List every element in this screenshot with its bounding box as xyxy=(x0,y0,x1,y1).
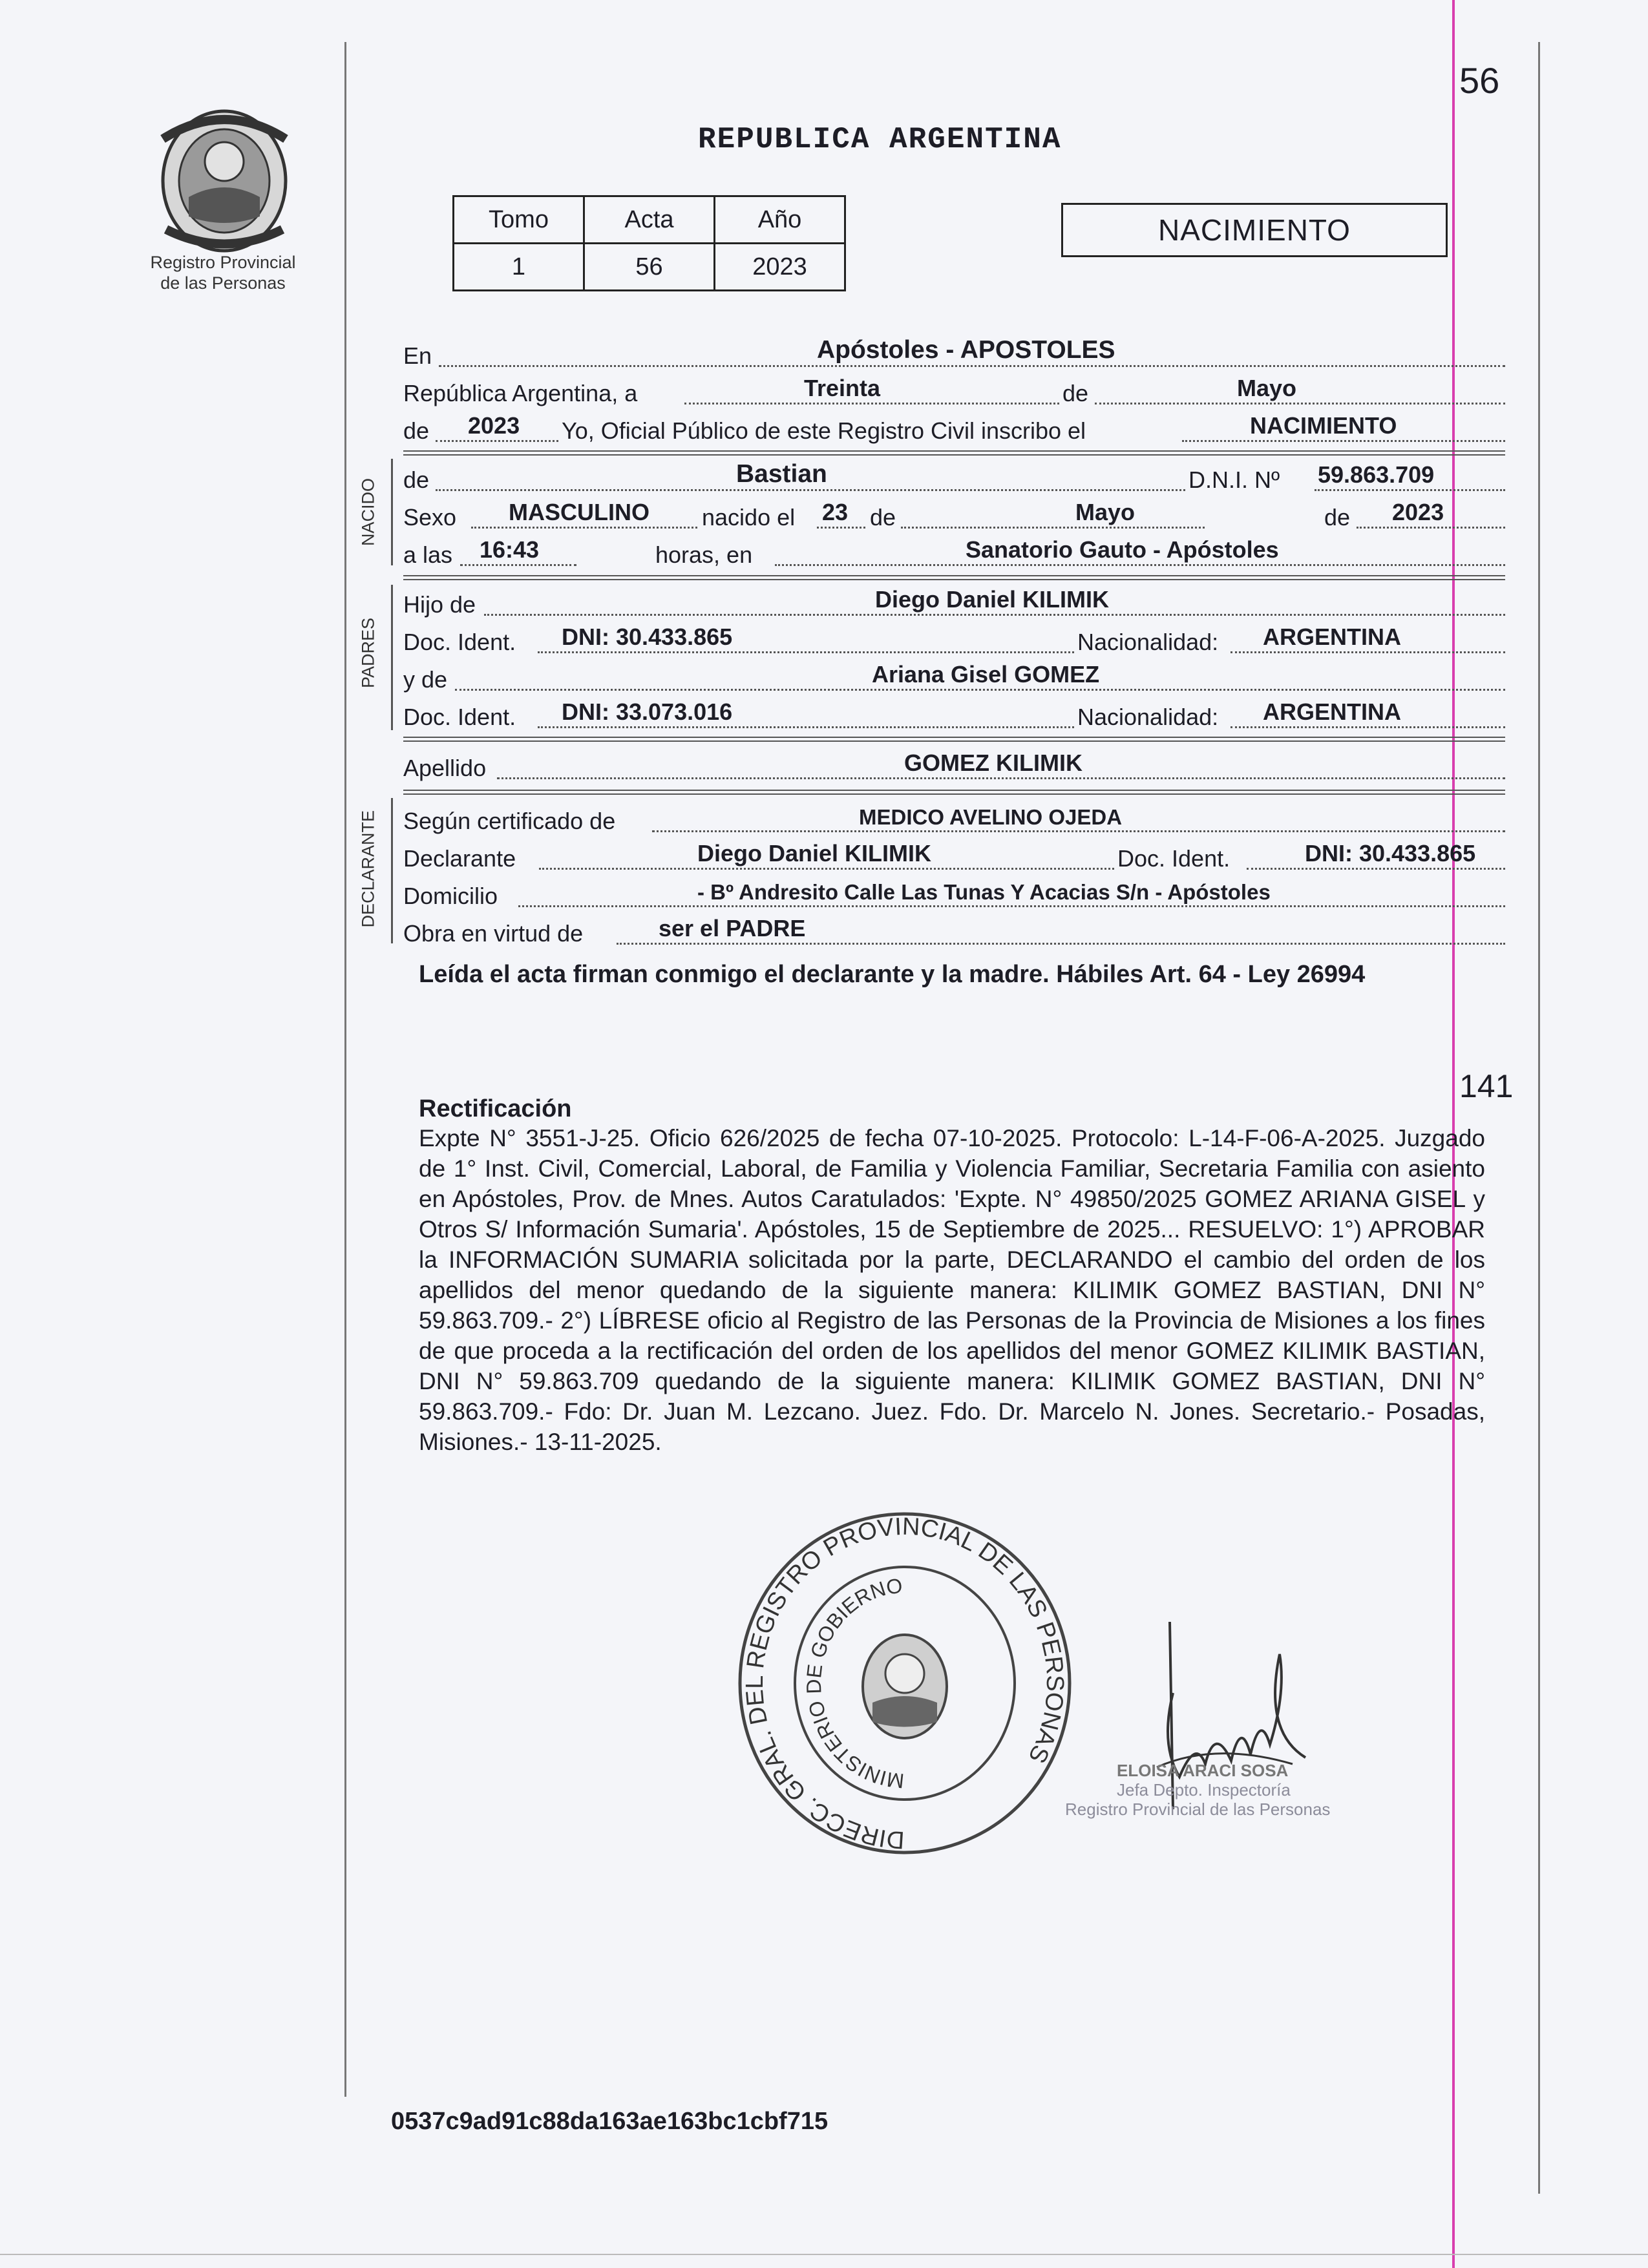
value-father-doc: DNI: 30.433.865 xyxy=(562,624,733,650)
row-segun xyxy=(403,801,1505,837)
document-title: REPUBLICA ARGENTINA xyxy=(698,123,1062,156)
signature-block xyxy=(1065,1761,1388,1819)
signer-name: ELOISA ARACI SOSA xyxy=(1117,1761,1289,1780)
page-number: 56 xyxy=(1459,60,1500,101)
label-sexo: Sexo xyxy=(403,504,457,530)
row-y-de xyxy=(403,660,1505,696)
label-de-month: de xyxy=(870,504,896,530)
registry-caption-line2: de las Personas xyxy=(160,273,286,293)
value-father: Diego Daniel KILIMIK xyxy=(875,586,1110,613)
label-doc-ident: Doc. Ident. xyxy=(403,704,516,730)
dotted-line xyxy=(436,440,558,442)
dotted-line xyxy=(1231,651,1505,653)
value-dni: 59.863.709 xyxy=(1318,461,1435,488)
dotted-line xyxy=(1182,440,1505,442)
label-obra: Obra en virtud de xyxy=(403,920,584,947)
dotted-line xyxy=(652,830,1505,832)
value-birth-year: 2023 xyxy=(1392,499,1444,525)
section-bar xyxy=(391,585,393,730)
label-y-de: y de xyxy=(403,666,448,693)
dotted-line xyxy=(471,527,697,529)
row-year xyxy=(403,411,1505,447)
label-nacionalidad: Nacionalidad: xyxy=(1077,704,1219,730)
table-header-acta: Acta xyxy=(584,196,715,244)
label-doc-ident: Doc. Ident. xyxy=(403,629,516,655)
row-mother-doc xyxy=(403,697,1505,733)
value-declarante-doc: DNI: 30.433.865 xyxy=(1305,840,1476,866)
value-name: Bastian xyxy=(736,460,827,488)
label-domicilio: Domicilio xyxy=(403,883,498,909)
dotted-line xyxy=(518,905,1505,907)
row-apellido xyxy=(403,748,1505,784)
table-value-acta: 56 xyxy=(584,244,715,291)
dotted-line xyxy=(1095,403,1505,404)
value-mother-doc: DNI: 33.073.016 xyxy=(562,698,733,725)
table-value-tomo: 1 xyxy=(454,244,584,291)
seal-outer-text: DIRECC. GRAL. DEL REGISTRO PROVINCIAL DE LAS PERSONAS xyxy=(741,1513,1069,1854)
section-separator xyxy=(403,737,1505,742)
dotted-line xyxy=(617,943,1505,945)
row-nacido-hora xyxy=(403,535,1505,571)
dotted-line xyxy=(1231,726,1505,728)
dotted-line xyxy=(439,365,1505,367)
misiones-crest-logo xyxy=(150,100,299,255)
value-day: Treinta xyxy=(804,375,881,401)
row-en xyxy=(403,336,1505,372)
row-republica xyxy=(403,373,1505,410)
section-bar xyxy=(391,798,393,943)
value-certificate: MEDICO AVELINO OJEDA xyxy=(859,805,1123,829)
dotted-line xyxy=(484,614,1505,616)
dotted-line xyxy=(460,564,576,566)
dotted-line xyxy=(817,527,865,529)
dotted-line xyxy=(1247,868,1505,870)
value-mother-nationality: ARGENTINA xyxy=(1263,698,1401,725)
left-margin-line xyxy=(344,42,346,2097)
row-declarante xyxy=(403,839,1505,875)
section-label-padres: PADRES xyxy=(358,617,378,689)
dotted-line xyxy=(436,489,1185,491)
label-nacido-el: nacido el xyxy=(702,504,796,530)
value-declarante: Diego Daniel KILIMIK xyxy=(697,840,932,866)
row-nacido-name xyxy=(403,460,1505,496)
dotted-line xyxy=(455,689,1505,691)
value-year: 2023 xyxy=(468,412,520,439)
value-apellido: GOMEZ KILIMIK xyxy=(904,750,1083,776)
label-republica: República Argentina, a xyxy=(403,380,638,406)
value-father-nationality: ARGENTINA xyxy=(1263,624,1401,650)
section-separator xyxy=(403,790,1505,795)
label-dni: D.N.I. Nº xyxy=(1188,467,1280,493)
tomo-acta-ano-table xyxy=(452,195,846,291)
value-month: Mayo xyxy=(1237,375,1297,401)
dotted-line xyxy=(539,868,1114,870)
label-declarante: Declarante xyxy=(403,845,516,872)
dotted-line xyxy=(1315,489,1505,491)
right-margin-line xyxy=(1538,42,1540,2194)
section-separator xyxy=(403,450,1505,456)
value-act: NACIMIENTO xyxy=(1250,412,1397,439)
value-time: 16:43 xyxy=(480,536,540,563)
table-header-ano: Año xyxy=(715,196,845,244)
rectification-body: Expte N° 3551-J-25. Oficio 626/2025 de fecha 07-10-2025. Protocolo: L-14-F-06-A-2025. Juzgado de 1° Inst. Civil, Comercial, Laboral, de Familia y Violencia Familiar, Secretaria Familia con asiento en Apóstoles, Prov. de Mnes. Autos Caratulados: 'Expte. N° 49850/2025 GOMEZ ARIANA GISEL y Otros S/ Información Sumaria'. Apóstoles, 15 de Septiembre de 2025... RESUELVO: 1°) APROBAR la INFORMACIÓN SUMARIA solicitada por la parte, DECLARANDO el cambio del orden de los apellidos del menor quedando de la siguiente manera: KILIMIK GOMEZ BASTIAN, DNI N° 59.863.709.- 2°) LÍBRESE oficio al Registro de las Personas de la Provincia de Misiones a los fines de que proceda a la rectificación del orden de los apellidos del menor GOMEZ KILIMIK BASTIAN, DNI N° 59.863.709 quedando de la siguiente manera: KILIMIK GOMEZ BASTIAN, DNI N° 59.863.709.- Fdo: Dr. Juan M. Lezcano. Juez. Fdo. Dr. Marcelo N. Jones. Secretario.- Posadas, Misiones.- 13-11-2025. xyxy=(419,1125,1485,1455)
section-bar xyxy=(391,459,393,565)
table-header-tomo: Tomo xyxy=(454,196,584,244)
dotted-line xyxy=(901,527,1205,529)
dotted-line xyxy=(538,726,1074,728)
table-value-ano: 2023 xyxy=(715,244,845,291)
value-locality: Apóstoles - APOSTOLES xyxy=(817,336,1115,364)
rectification-number: 141 xyxy=(1459,1068,1514,1104)
dotted-line xyxy=(538,651,1074,653)
label-horas-en: horas, en xyxy=(655,541,753,568)
value-obra: ser el PADRE xyxy=(659,915,806,941)
row-domicilio xyxy=(403,876,1505,912)
label-de-year: de xyxy=(1324,504,1351,530)
signer-role: Jefa Depto. Inspectoría xyxy=(1117,1780,1291,1800)
registry-caption-line1: Registro Provincial xyxy=(150,253,296,272)
label-a-las: a las xyxy=(403,541,453,568)
dotted-line xyxy=(1357,527,1505,529)
label-de-year: de xyxy=(403,417,430,444)
value-domicilio: - Bº Andresito Calle Las Tunas Y Acacias S/n - Apóstoles xyxy=(697,880,1271,904)
label-yo-oficial: Yo, Oficial Público de este Registro Civil inscribo el xyxy=(562,417,1086,444)
section-label-nacido: NACIDO xyxy=(358,478,378,547)
dotted-line xyxy=(684,403,1059,404)
value-birth-month: Mayo xyxy=(1075,499,1136,525)
row-obra xyxy=(403,914,1505,950)
label-apellido: Apellido xyxy=(403,755,487,781)
dotted-line xyxy=(775,564,1505,566)
official-seal-stamp xyxy=(730,1509,1079,1871)
label-de: de xyxy=(403,467,430,493)
row-father-doc xyxy=(403,622,1505,658)
seal-inner-text: MINISTERIO DE GOBIERNO xyxy=(801,1573,905,1793)
registry-caption xyxy=(116,252,330,293)
dotted-line xyxy=(497,777,1505,779)
value-birth-day: 23 xyxy=(822,499,849,525)
document-hash: 0537c9ad91c88da163ae163bc1cbf715 xyxy=(391,2108,829,2135)
rectification-title: Rectificación xyxy=(419,1095,572,1122)
row-nacido-sexo xyxy=(403,498,1505,534)
label-hijo-de: Hijo de xyxy=(403,591,476,618)
value-mother: Ariana Gisel GOMEZ xyxy=(872,661,1100,688)
row-hijo-de xyxy=(403,585,1505,621)
label-doc-ident: Doc. Ident. xyxy=(1117,845,1231,872)
value-birth-place: Sanatorio Gauto - Apóstoles xyxy=(966,536,1279,563)
section-label-declarante: DECLARANTE xyxy=(358,810,378,928)
label-de: de xyxy=(1062,380,1089,406)
label-nacionalidad: Nacionalidad: xyxy=(1077,629,1219,655)
bottom-edge-line xyxy=(0,2254,1648,2255)
signer-org: Registro Provincial de las Personas xyxy=(1065,1800,1331,1819)
closing-statement: Leída el acta firman conmigo el declarante y la madre. Hábiles Art. 64 - Ley 26994 xyxy=(419,961,1366,988)
act-type-box: NACIMIENTO xyxy=(1061,203,1448,257)
section-separator xyxy=(403,575,1505,580)
value-sexo: MASCULINO xyxy=(509,499,650,525)
label-en: En xyxy=(403,342,432,369)
label-segun: Según certificado de xyxy=(403,808,616,834)
